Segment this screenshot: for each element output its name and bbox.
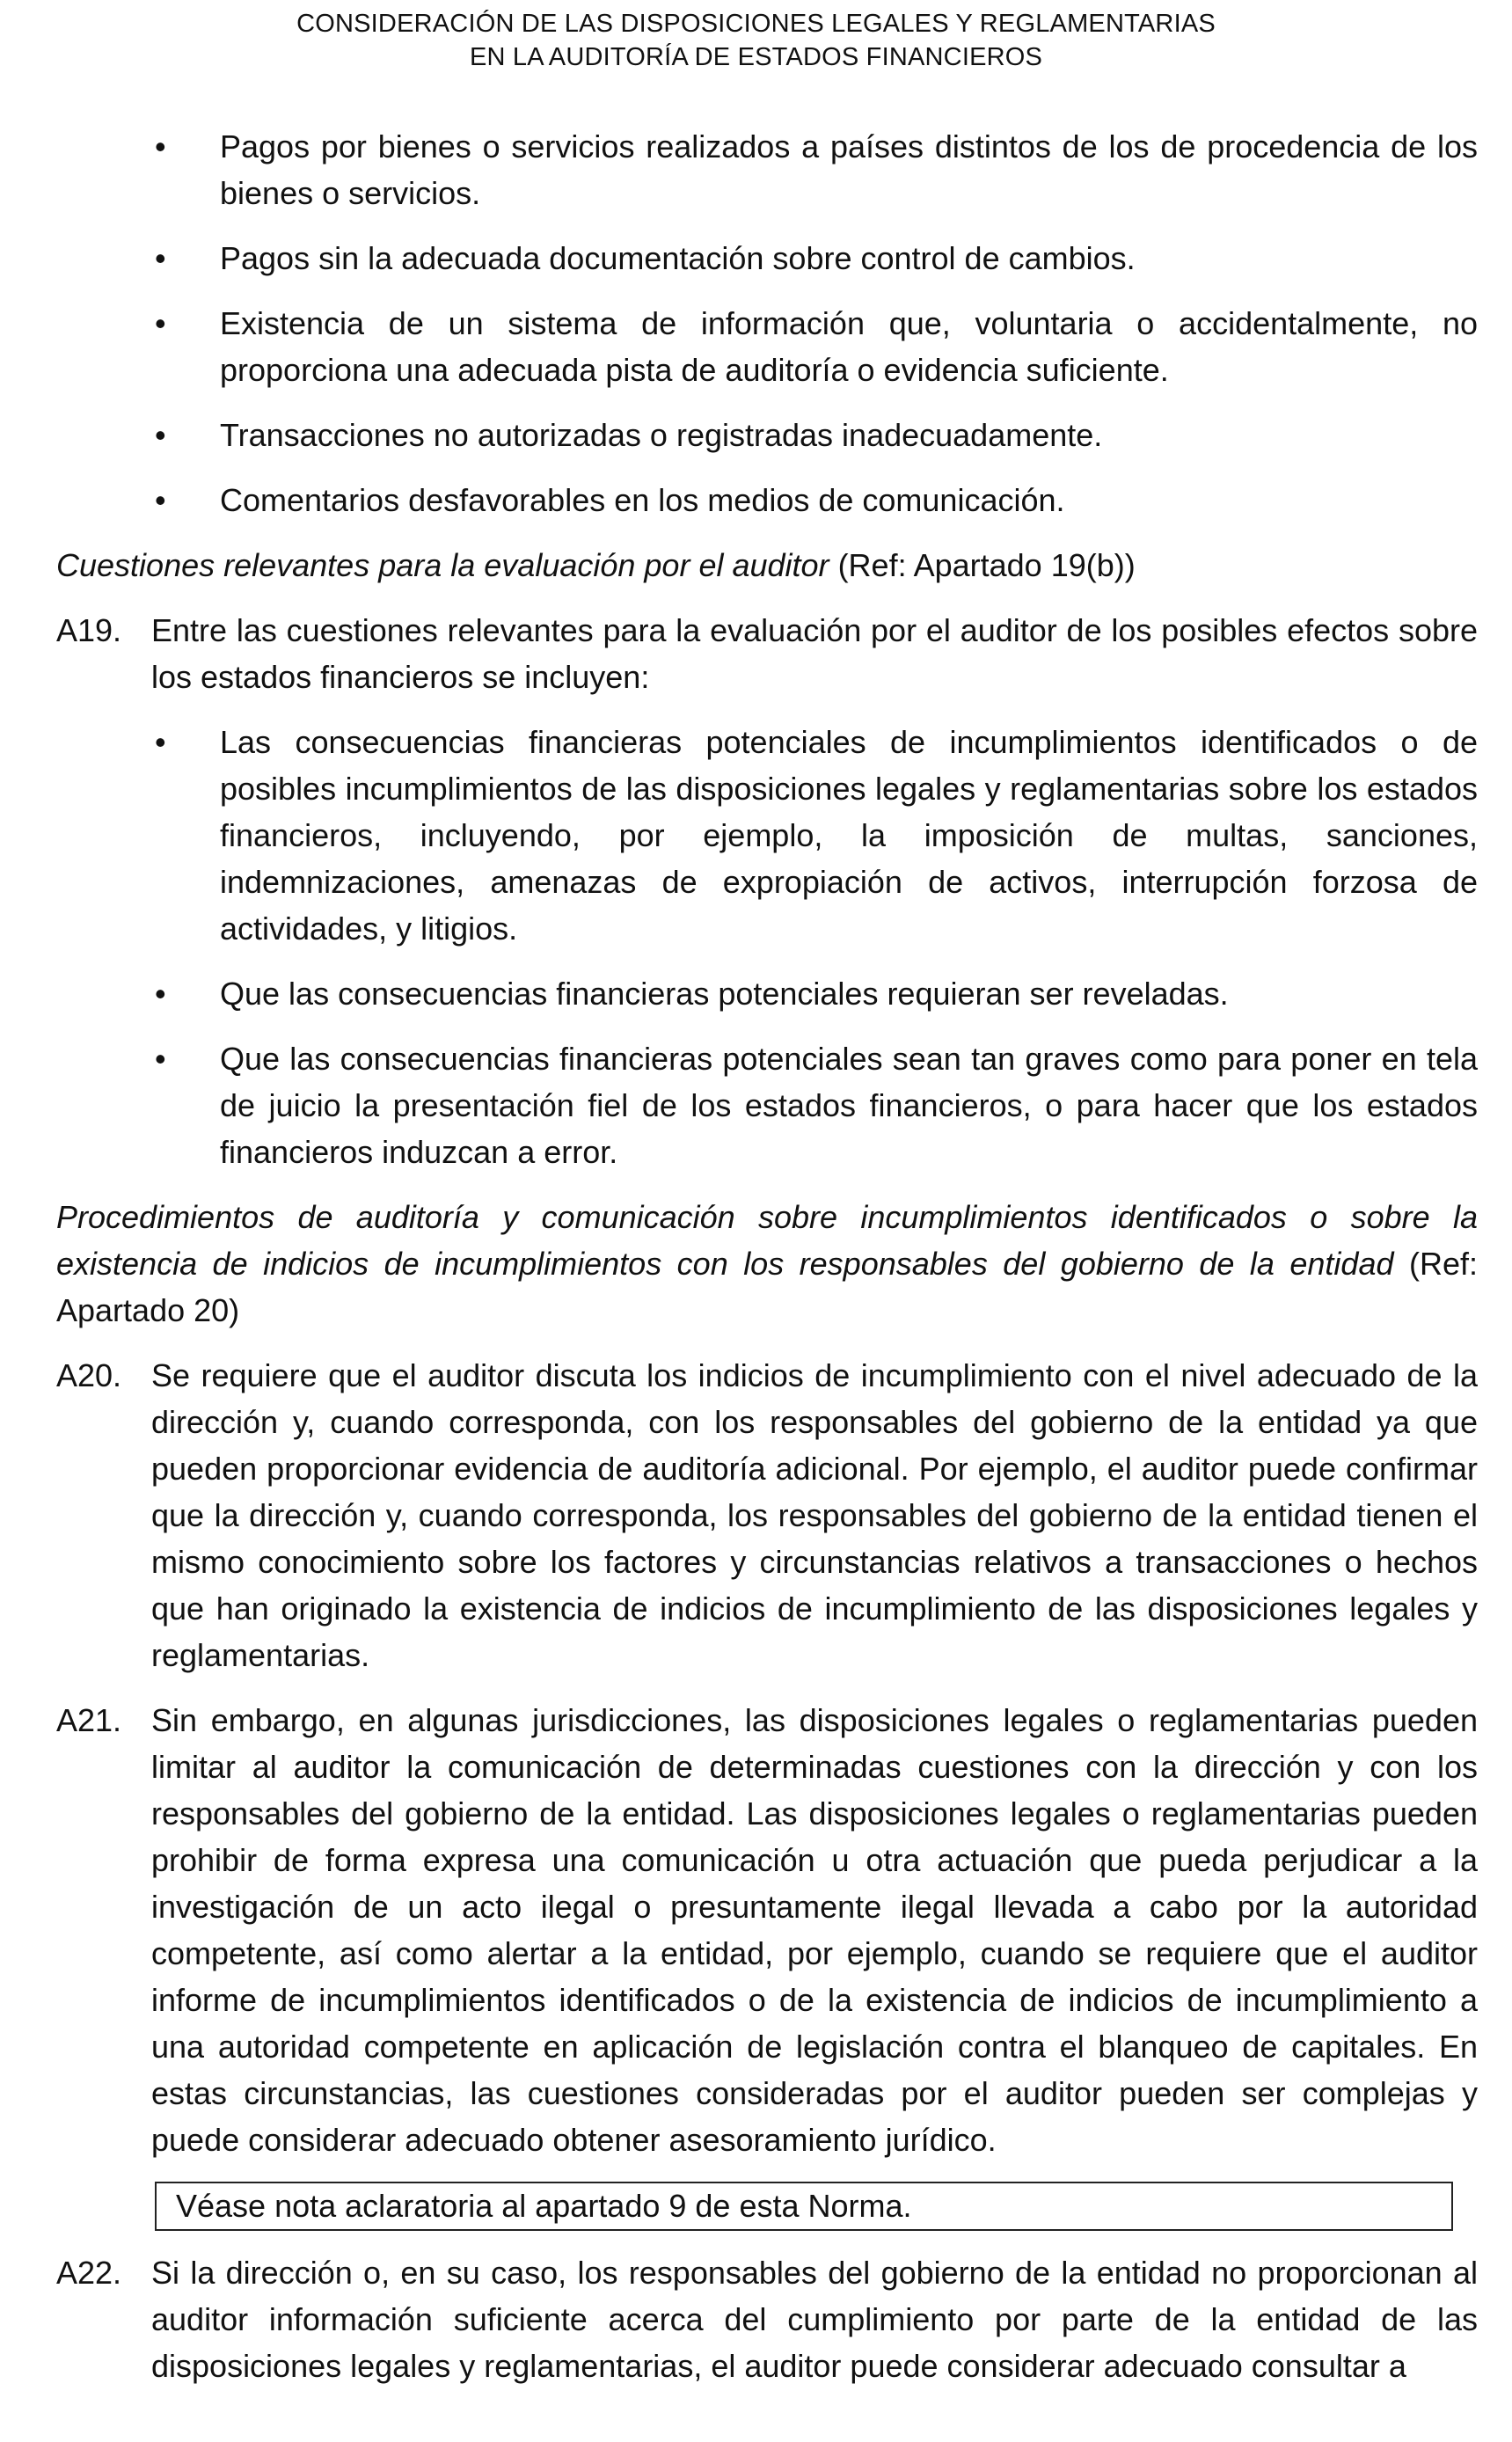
paragraph-number: A22. (56, 2255, 122, 2291)
bullet-icon: • (155, 1041, 166, 1077)
bullet-icon: • (155, 976, 166, 1012)
list-item: • Comentarios desfavorables en los medios de comunicación. (56, 477, 1478, 523)
bullet-icon: • (155, 417, 166, 453)
list-item: • Que las consecuencias financieras potenciales requieran ser reveladas. (56, 970, 1478, 1017)
bullet-icon: • (155, 128, 166, 165)
section-heading-procedures (56, 1194, 1478, 1334)
paragraph-text: Se requiere que el auditor discuta los indicios de incumplimiento con el nivel adecuado de la dirección y, cuando corresponda, con los responsables del gobierno de la entidad ya que pueden proporcionar evidencia de auditoría adicional. Por ejemplo, el auditor puede confirmar que la dirección y, cuando corresponda, los responsables del gobierno de la entidad tienen el mismo conocimiento sobre los factores y circunstancias relativos a transacciones o hechos que han originado la existencia de indicios de incumplimiento de las disposiciones legales y reglamentarias. (151, 1357, 1478, 1673)
bullet-icon: • (155, 240, 166, 276)
paragraph-text: Entre las cuestiones relevantes para la evaluación por el auditor de los posibles efectos sobre los estados financieros se incluyen: (151, 612, 1478, 695)
bullet-icon: • (155, 482, 166, 518)
paragraph-a20 (56, 1352, 1478, 1678)
document-body (56, 123, 1478, 2408)
top-bullet-list (56, 123, 1478, 523)
clarifying-note-box (155, 2182, 1453, 2231)
header-line-1: CONSIDERACIÓN DE LAS DISPOSICIONES LEGALES Y REGLAMENTARIAS (296, 10, 1216, 38)
paragraph-number: A20. (56, 1357, 122, 1393)
list-item: • Existencia de un sistema de información que, voluntaria o accidentalmente, no proporciona una adecuada pista de auditoría o evidencia suficiente. (56, 300, 1478, 393)
section-reference: (Ref: Apartado 20) (56, 1246, 1478, 1328)
paragraph-a22 (56, 2249, 1478, 2389)
bullet-icon: • (155, 305, 166, 341)
note-text: Véase nota aclaratoria al apartado 9 de esta Norma. (176, 2188, 912, 2224)
paragraph-a19 (56, 607, 1478, 1175)
page-header (0, 7, 1512, 74)
list-item: • Pagos sin la adecuada documentación sobre control de cambios. (56, 235, 1478, 281)
bullet-icon: • (155, 724, 166, 760)
list-item: • Que las consecuencias financieras potenciales sean tan graves como para poner en tela de juicio la presentación fiel de los estados financieros, o para hacer que los estados financieros induzcan a error. (56, 1035, 1478, 1175)
section-reference: (Ref: Apartado 19(b)) (837, 547, 1136, 583)
section-heading-evaluation (56, 542, 1478, 589)
paragraph-text: Si la dirección o, en su caso, los responsables del gobierno de la entidad no proporcionan al auditor información suficiente acerca del cumplimiento por parte de la entidad de las disposiciones legales y reglamentarias, el auditor puede considerar adecuado consultar a (151, 2255, 1478, 2384)
paragraph-a21 (56, 1697, 1478, 2163)
paragraph-number: A21. (56, 1702, 122, 1738)
list-item: • Pagos por bienes o servicios realizados a países distintos de los de procedencia de los bienes o servicios. (56, 123, 1478, 216)
section-title: Cuestiones relevantes para la evaluación por el auditor (56, 547, 829, 583)
list-item: • Las consecuencias financieras potenciales de incumplimientos identificados o de posibles incumplimientos de las disposiciones legales y reglamentarias sobre los estados financieros, incluyendo, por ejemplo, la imposición de multas, sanciones, indemnizaciones, amenazas de expropiación de activos, interrupción forzosa de actividades, y litigios. (56, 719, 1478, 952)
paragraph-text: Sin embargo, en algunas jurisdicciones, las disposiciones legales o reglamentarias pueden limitar al auditor la comunicación de determinadas cuestiones con la dirección y con los responsables del gobierno de la entidad. Las disposiciones legales o reglamentarias pueden prohibir de forma expresa una comunicación u otra actuación que pueda perjudicar a la investigación de un acto ilegal o presuntamente ilegal llevada a cabo por la autoridad competente, así como alertar a la entidad, por ejemplo, cuando se requiere que el auditor informe de incumplimientos identificados o de la existencia de indicios de incumplimiento a una autoridad competente en aplicación de legislación contra el blanqueo de capitales. En estas circunstancias, las cuestiones consideradas por el auditor pueden ser complejas y puede considerar adecuado obtener asesoramiento jurídico. (151, 1702, 1478, 2158)
paragraph-number: A19. (56, 612, 122, 648)
header-line-2: EN LA AUDITORÍA DE ESTADOS FINANCIEROS (469, 43, 1043, 71)
section-title: Procedimientos de auditoría y comunicación sobre incumplimientos identificados o sobre la existencia de indicios de incumplimientos con los responsables del gobierno de la entidad (56, 1199, 1478, 1282)
list-item: • Transacciones no autorizadas o registradas inadecuadamente. (56, 412, 1478, 458)
a19-bullet-list (56, 719, 1478, 1175)
